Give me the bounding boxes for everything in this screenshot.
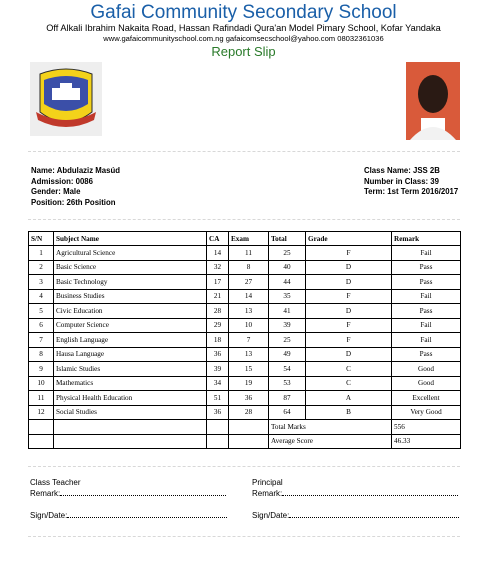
table-row <box>29 246 461 261</box>
gender: Male <box>63 187 81 196</box>
col-ca-cell: 39 <box>207 362 229 377</box>
col-remark-cell: Pass <box>392 347 461 362</box>
empty-cell <box>229 420 269 435</box>
table-row <box>29 260 461 275</box>
col-sn-cell: 6 <box>29 318 54 333</box>
col-ca-cell: 51 <box>207 391 229 406</box>
col-sn-cell: 9 <box>29 362 54 377</box>
col-exam-cell: 36 <box>229 391 269 406</box>
number-in-class-row: Number in Class: 39 <box>364 176 439 186</box>
class-name: JSS 2B <box>412 166 440 175</box>
col-subject-cell: Basic Science <box>54 260 207 275</box>
school-contact: www.gafaicommunityschool.com.ng gafaicomsecschool@yahoo.com 08032361036 <box>103 34 384 43</box>
col-total-cell: 53 <box>269 376 306 391</box>
col-remark-header: Remark <box>392 232 461 246</box>
separator <box>28 466 460 467</box>
col-total-cell: 35 <box>269 289 306 304</box>
col-subject-cell: Mathematics <box>54 376 207 391</box>
col-exam-cell: 27 <box>229 275 269 290</box>
table-row <box>29 405 461 420</box>
col-total-cell: 64 <box>269 405 306 420</box>
col-exam-cell: 7 <box>229 333 269 348</box>
col-exam-cell: 28 <box>229 405 269 420</box>
gender-row: Gender: Male <box>31 187 81 196</box>
class-info <box>364 166 458 198</box>
col-remark-cell: Pass <box>392 275 461 290</box>
col-exam-cell: 13 <box>229 304 269 319</box>
col-subject-cell: Business Studies <box>54 289 207 304</box>
student-photo <box>406 62 460 140</box>
total-marks-row <box>29 420 461 435</box>
col-grade-cell: D <box>306 275 392 290</box>
col-sn-cell: 12 <box>29 405 54 420</box>
col-total-cell: 39 <box>269 318 306 333</box>
col-total-cell: 25 <box>269 246 306 261</box>
col-sn-header: S/N <box>29 232 54 246</box>
col-exam-cell: 15 <box>229 362 269 377</box>
col-grade-cell: B <box>306 405 392 420</box>
col-ca-cell: 18 <box>207 333 229 348</box>
term-row: Term: 1st Term 2016/2017 <box>364 187 459 196</box>
col-grade-cell: D <box>306 347 392 362</box>
term: 1st Term 2016/2017 <box>387 187 459 196</box>
col-remark-cell: Fail <box>392 333 461 348</box>
col-sn-cell: 11 <box>29 391 54 406</box>
col-exam-cell: 14 <box>229 289 269 304</box>
col-grade-cell: D <box>306 304 392 319</box>
student-info <box>31 166 120 208</box>
col-exam-cell: 10 <box>229 318 269 333</box>
col-subject-cell: Hausa Language <box>54 347 207 362</box>
table-row <box>29 347 461 362</box>
col-sn-cell: 2 <box>29 260 54 275</box>
col-subject-cell: Physical Health Education <box>54 391 207 406</box>
col-total-cell: 44 <box>269 275 306 290</box>
col-ca-cell: 32 <box>207 260 229 275</box>
col-ca-cell: 14 <box>207 246 229 261</box>
total-marks-label: Total Marks <box>269 420 392 435</box>
grades-table <box>28 231 461 449</box>
col-remark-cell: Good <box>392 362 461 377</box>
col-total-cell: 54 <box>269 362 306 377</box>
school-name: Gafai Community Secondary School <box>90 2 397 23</box>
col-subject-cell: Islamic Studies <box>54 362 207 377</box>
empty-cell <box>54 420 207 435</box>
col-total-cell: 49 <box>269 347 306 362</box>
empty-cell <box>207 434 229 449</box>
col-ca-cell: 36 <box>207 405 229 420</box>
col-ca-cell: 21 <box>207 289 229 304</box>
class-teacher-sign-date: Sign/Date: <box>30 509 227 520</box>
col-grade-cell: C <box>306 376 392 391</box>
col-sn-cell: 10 <box>29 376 54 391</box>
col-grade-cell: D <box>306 260 392 275</box>
col-remark-cell: Very Good <box>392 405 461 420</box>
student-name: Abdulaziz Masúd <box>56 166 120 175</box>
col-grade-cell: F <box>306 318 392 333</box>
col-subject-cell: Social Studies <box>54 405 207 420</box>
col-ca-cell: 17 <box>207 275 229 290</box>
col-total-cell: 87 <box>269 391 306 406</box>
col-total-cell: 40 <box>269 260 306 275</box>
table-row <box>29 275 461 290</box>
col-remark-cell: Pass <box>392 304 461 319</box>
class-teacher-label: Class Teacher <box>30 478 81 487</box>
col-exam-cell: 13 <box>229 347 269 362</box>
col-exam-cell: 8 <box>229 260 269 275</box>
col-subject-cell: Civic Education <box>54 304 207 319</box>
col-ca-cell: 28 <box>207 304 229 319</box>
col-subject-cell: English Language <box>54 333 207 348</box>
col-ca-cell: 29 <box>207 318 229 333</box>
table-header-row <box>29 232 461 246</box>
col-ca-header: CA <box>207 232 229 246</box>
table-row <box>29 333 461 348</box>
col-total-cell: 25 <box>269 333 306 348</box>
col-grade-header: Grade <box>306 232 392 246</box>
average-score-row <box>29 434 461 449</box>
table-row <box>29 376 461 391</box>
student-name-row: Name: Abdulaziz Masúd <box>31 166 120 175</box>
school-address: Off Alkali Ibrahim Nakaita Road, Hassan Rafindadi Qura'an Model Pimary School, Kofar Yandaka <box>46 23 441 33</box>
col-sn-cell: 8 <box>29 347 54 362</box>
col-sn-cell: 5 <box>29 304 54 319</box>
col-ca-cell: 34 <box>207 376 229 391</box>
col-sn-cell: 3 <box>29 275 54 290</box>
number-in-class: 39 <box>430 176 439 186</box>
class-position: 26th Position <box>66 197 116 207</box>
col-grade-cell: C <box>306 362 392 377</box>
col-grade-cell: A <box>306 391 392 406</box>
average-score-label: Average Score <box>269 434 392 449</box>
class-teacher-remark: Remark: <box>30 487 226 498</box>
col-exam-header: Exam <box>229 232 269 246</box>
empty-cell <box>29 434 54 449</box>
col-grade-cell: F <box>306 246 392 261</box>
empty-cell <box>54 434 207 449</box>
table-row <box>29 391 461 406</box>
col-ca-cell: 36 <box>207 347 229 362</box>
separator <box>28 151 460 152</box>
admission-row: Admission: 0086 <box>31 176 93 186</box>
col-subject-cell: Agricultural Science <box>54 246 207 261</box>
total-marks-value: 556 <box>392 420 461 435</box>
principal-remark: Remark: <box>252 487 458 498</box>
empty-cell <box>229 434 269 449</box>
admission-number: 0086 <box>75 176 93 186</box>
col-subject-cell: Computer Science <box>54 318 207 333</box>
principal-label: Principal <box>252 478 283 487</box>
col-grade-cell: F <box>306 333 392 348</box>
col-remark-cell: Fail <box>392 246 461 261</box>
school-logo <box>30 62 102 136</box>
principal-sign-date: Sign/Date: <box>252 509 459 520</box>
col-remark-cell: Fail <box>392 318 461 333</box>
class-name-row: Class Name: JSS 2B <box>364 166 440 175</box>
table-row <box>29 318 461 333</box>
col-subject-header: Subject Name <box>54 232 207 246</box>
col-exam-cell: 11 <box>229 246 269 261</box>
empty-cell <box>29 420 54 435</box>
separator <box>28 536 460 537</box>
col-remark-cell: Fail <box>392 289 461 304</box>
average-score-value: 46.33 <box>392 434 461 449</box>
col-total-cell: 41 <box>269 304 306 319</box>
col-exam-cell: 19 <box>229 376 269 391</box>
col-remark-cell: Excellent <box>392 391 461 406</box>
table-row <box>29 289 461 304</box>
table-row <box>29 362 461 377</box>
col-remark-cell: Good <box>392 376 461 391</box>
position-row: Position: 26th Position <box>31 197 116 207</box>
empty-cell <box>207 420 229 435</box>
col-sn-cell: 1 <box>29 246 54 261</box>
col-total-header: Total <box>269 232 306 246</box>
report-title: Report Slip <box>211 44 276 59</box>
col-sn-cell: 7 <box>29 333 54 348</box>
col-grade-cell: F <box>306 289 392 304</box>
col-remark-cell: Pass <box>392 260 461 275</box>
separator <box>28 219 460 220</box>
table-row <box>29 304 461 319</box>
col-sn-cell: 4 <box>29 289 54 304</box>
col-subject-cell: Basic Technology <box>54 275 207 290</box>
